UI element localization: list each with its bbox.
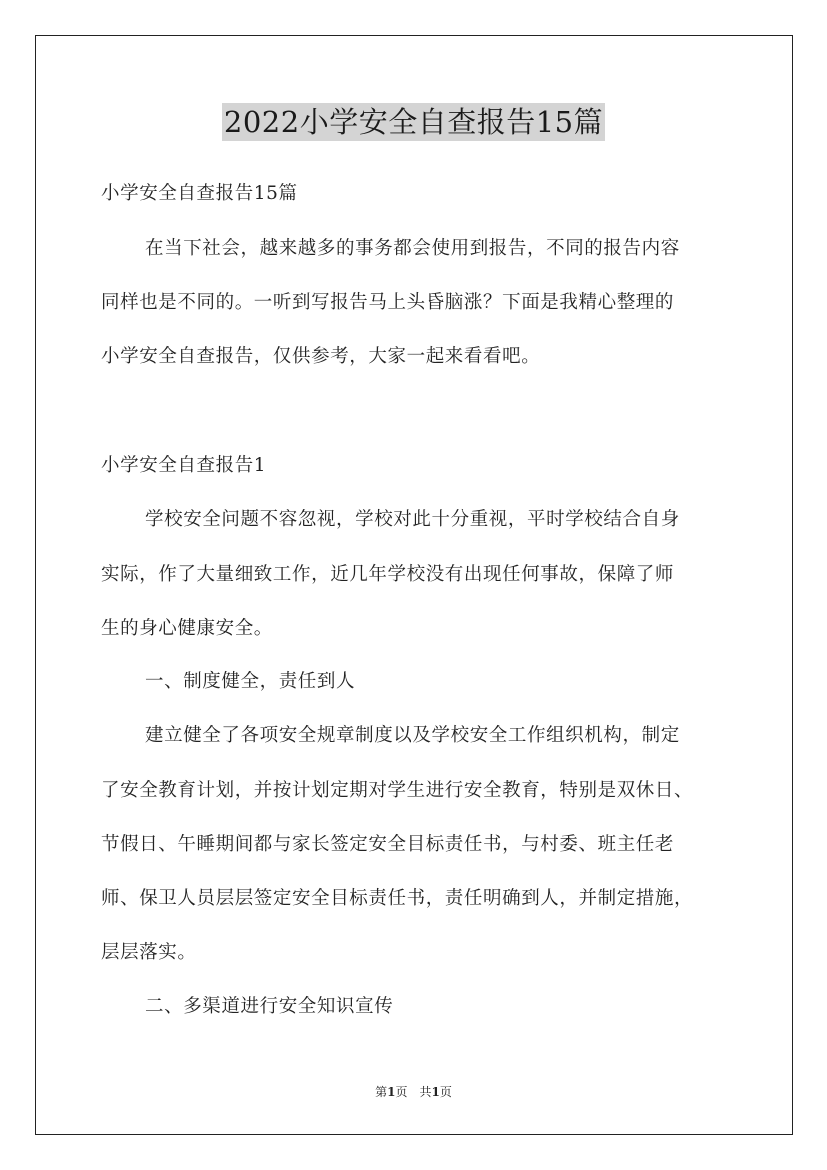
footer-page-suffix: 页 (439, 1085, 452, 1099)
paragraph-line: 生的身心健康安全。 (101, 618, 273, 639)
paragraph-line: 小学安全自查报告，仅供参考，大家一起来看看吧。 (101, 346, 541, 367)
footer-page-current: 1 (387, 1085, 396, 1099)
paragraph-line: 层层落实。 (101, 942, 197, 963)
document-title: 2022小学安全自查报告15篇 (223, 105, 604, 139)
paragraph-line: 实际，作了大量细致工作，近几年学校没有出现任何事故，保障了师 (101, 564, 675, 585)
page-footer (0, 1084, 827, 1100)
section-heading: 小学安全自查报告1 (101, 455, 267, 476)
footer-page-prefix: 第 (375, 1085, 388, 1099)
subsection-heading: 二、多渠道进行安全知识宣传 (145, 996, 394, 1017)
subsection-heading: 一、制度健全，责任到人 (145, 671, 356, 692)
paragraph-line: 节假日、午睡期间都与家长签定安全目标责任书，与村委、班主任老 (101, 834, 675, 855)
paragraph-line: 同样也是不同的。一听到写报告马上头昏脑涨？下面是我精心整理的 (101, 292, 675, 313)
paragraph-line: 了安全教育计划，并按计划定期对学生进行安全教育，特别是双休日、 (101, 780, 694, 801)
footer-page-total: 1 (431, 1085, 440, 1099)
footer-page-mid: 页 共 (395, 1085, 432, 1099)
title-container (0, 103, 827, 141)
paragraph-line: 在当下社会，越来越多的事务都会使用到报告，不同的报告内容 (145, 238, 680, 259)
paragraph-line: 师、保卫人员层层签定安全目标责任书，责任明确到人，并制定措施， (101, 888, 694, 909)
paragraph-line: 建立健全了各项安全规章制度以及学校安全工作组织机构，制定 (145, 725, 680, 746)
paragraph-line: 学校安全问题不容忽视，学校对此十分重视，平时学校结合自身 (145, 509, 680, 530)
subtitle-line: 小学安全自查报告15篇 (101, 183, 298, 204)
